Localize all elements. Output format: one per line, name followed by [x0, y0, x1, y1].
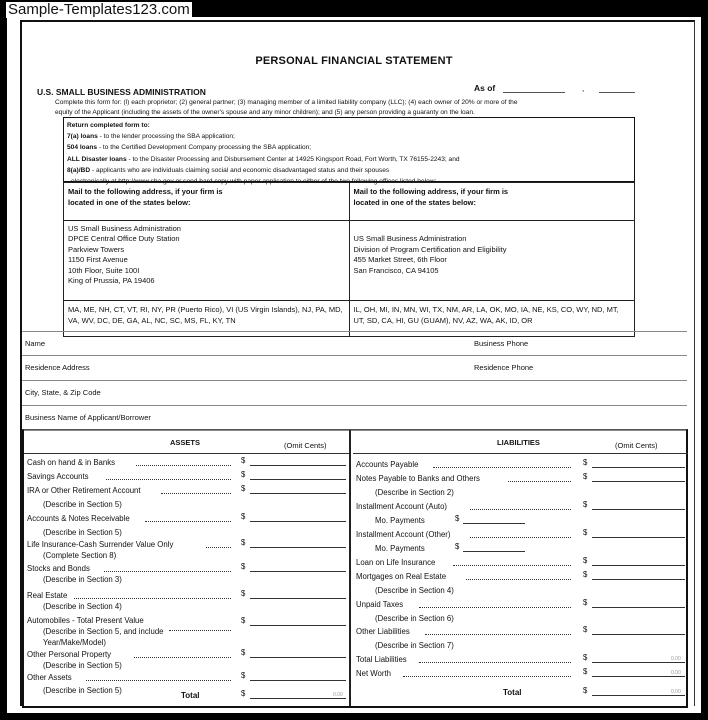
liability-other-field[interactable]: [592, 634, 685, 635]
as-of-label: As of: [474, 83, 496, 93]
item-note: Year/Make/Model): [43, 638, 106, 647]
item-note: Mo. Payments: [375, 544, 425, 553]
item-label: Mortgages on Real Estate: [356, 572, 447, 581]
dot-leader: [136, 465, 231, 466]
dot-leader: [104, 571, 231, 572]
office-address-west: US Small Business Administration Division of Program Certification and Eligibility 455 Market Street, 6th Floor San Francisco, CA 94105: [349, 221, 635, 301]
dollar-sign: $: [583, 625, 588, 634]
liabilities-total-label: Total: [503, 688, 522, 697]
dollar-sign: $: [583, 556, 588, 565]
liability-auto-mo-payments-field[interactable]: [463, 523, 525, 524]
dot-leader: [425, 634, 571, 635]
return-line: 8(a)/BD - applicants who are individuals claiming social and economic disadvantaged status and their spouses: [67, 166, 390, 174]
dot-leader: [453, 565, 571, 566]
residence-address-row[interactable]: [22, 356, 687, 381]
liabilities-total-value: 0.00: [671, 689, 681, 695]
item-label: Loan on Life Insurance: [356, 558, 436, 567]
residence-phone-label: Residence Phone: [474, 363, 534, 372]
asset-label: Automobiles - Total Present Value: [27, 616, 144, 625]
form-page: [7, 17, 701, 713]
dollar-sign: $: [241, 470, 246, 479]
business-name-row[interactable]: [22, 406, 687, 431]
item-label: Net Worth: [356, 669, 391, 678]
dot-leader: [206, 547, 231, 548]
item-label: Installment Account (Other): [356, 530, 451, 539]
name-row[interactable]: [22, 331, 687, 356]
item-note: (Describe in Section 4): [43, 602, 122, 611]
assets-total-field[interactable]: [250, 698, 346, 699]
business-name-label: Business Name of Applicant/Borrower: [25, 413, 151, 422]
asset-cash-field[interactable]: [250, 465, 346, 466]
asset-label: Other Personal Property: [27, 650, 112, 659]
asset-personal-property-field[interactable]: [250, 657, 346, 658]
item-note: (Describe in Section 5): [43, 686, 122, 695]
city-state-zip-label: City, State, & Zip Code: [25, 388, 101, 397]
office-address-east: US Small Business Administration DPCE Central Office Duty Station Parkview Towers 1150 First Avenue 10th Floor, Suite 100I King of Prussia, PA 19406: [64, 221, 350, 301]
item-note: (Complete Section 8): [43, 551, 117, 560]
liability-accounts-payable-field[interactable]: [592, 467, 685, 468]
as-of-date-field[interactable]: [503, 92, 565, 93]
assets-header: [24, 430, 349, 454]
dot-leader: [470, 509, 571, 510]
asset-label: Other Assets: [27, 673, 72, 682]
dollar-sign: $: [241, 562, 246, 571]
dollar-sign: $: [241, 589, 246, 598]
item-label: Other Liabilities: [356, 627, 410, 636]
as-of-separator: ,: [582, 84, 585, 93]
liability-net-worth-field[interactable]: [592, 676, 685, 677]
asset-label: Real Estate: [27, 591, 68, 600]
item-note: (Describe in Section 5): [43, 528, 122, 537]
asset-label: IRA or Other Retirement Account: [27, 486, 141, 495]
asset-real-estate-field[interactable]: [250, 598, 346, 599]
name-label: Name: [25, 339, 46, 348]
office-states-west: IL, OH, MI, IN, MN, WI, TX, NM, AR, LA, OK, MO, IA, NE, KS, CO, WY, ND, MT, UT, SD, CA, HI, GU (GUAM), NV, AZ, WA, AK, ID, OR: [349, 301, 635, 337]
assets-omit-cents: (Omit Cents): [284, 441, 327, 450]
item-note: Mo. Payments: [375, 516, 425, 525]
dot-leader: [134, 657, 231, 658]
page-title: PERSONAL FINANCIAL STATEMENT: [255, 55, 453, 67]
item-note: (Describe in Section 5): [43, 500, 122, 509]
item-note: (Describe in Section 3): [43, 575, 122, 584]
dot-leader: [466, 579, 571, 580]
office-heading-east: Mail to the following address, if your firm is located in one of the states below:: [64, 183, 350, 221]
dollar-sign: $: [583, 598, 588, 607]
dot-leader: [106, 479, 231, 480]
return-instructions-box: Return completed form to: 7(a) loans - to the lender processing the SBA application; 504 loans - to the Certified Development Company processing the SBA application; ALL Disaster loans - to the Disaster Processing and Disbursement Center at 14925 Kingsport Road, Fort Worth, TX 76155-2243; and 8(a)/BD - applicants who are individuals claiming social and economic disadvantaged status and their spouses - electronically at http://www.sba.gov or send hard copy with paper application to either of the two following offices listed below:: [63, 117, 635, 182]
item-note: (Describe in Section 4): [375, 586, 454, 595]
liability-notes-payable-field[interactable]: [592, 481, 685, 482]
liability-total-liabilities-field[interactable]: [592, 662, 685, 663]
item-label: Installment Account (Auto): [356, 502, 448, 511]
dot-leader: [433, 467, 571, 468]
return-line: - electronically at http://www.sba.gov or send hard copy with paper application to either of the two following offices listed below:: [67, 178, 437, 186]
liabilities-header: [353, 430, 688, 454]
agency-name: U.S. SMALL BUSINESS ADMINISTRATION: [37, 87, 206, 97]
asset-ira-field[interactable]: [250, 493, 346, 494]
dollar-sign: $: [241, 456, 246, 465]
dollar-sign: $: [241, 671, 246, 680]
asset-label: Stocks and Bonds: [27, 564, 90, 573]
asset-automobiles-field[interactable]: [250, 625, 346, 626]
asset-other-assets-field[interactable]: [250, 680, 346, 681]
assets-total-label: Total: [181, 691, 200, 700]
liabilities-omit-cents: (Omit Cents): [615, 441, 658, 450]
return-line: 7(a) loans - to the lender processing the SBA application;: [67, 133, 235, 141]
dollar-sign: $: [583, 528, 588, 537]
dollar-sign: $: [583, 472, 588, 481]
asset-life-insurance-field[interactable]: [250, 547, 346, 548]
dollar-sign: $: [241, 616, 246, 625]
dollar-sign: $: [583, 500, 588, 509]
assets-total-value: 0.00: [333, 692, 343, 698]
liability-mortgages-field[interactable]: [592, 579, 685, 580]
dollar-sign: $: [455, 514, 460, 523]
item-note: (Describe in Section 2): [375, 488, 454, 497]
dollar-sign: $: [241, 648, 246, 657]
dot-leader: [419, 662, 571, 663]
dollar-sign: $: [583, 667, 588, 676]
dot-leader: [161, 493, 231, 494]
as-of-year-field[interactable]: [599, 92, 635, 93]
asset-label: Cash on hand & in Banks: [27, 458, 115, 467]
office-address-table: [63, 182, 635, 337]
liability-other-mo-payments-field[interactable]: [463, 551, 525, 552]
liability-unpaid-taxes-field[interactable]: [592, 607, 685, 608]
dot-leader: [74, 598, 231, 599]
asset-stocks-field[interactable]: [250, 571, 346, 572]
asset-label: Life Insurance-Cash Surrender Value Only: [27, 540, 174, 549]
dollar-sign: $: [241, 538, 246, 547]
item-note: (Describe in Section 6): [375, 614, 454, 623]
item-label: Total Liabilities: [356, 655, 407, 664]
item-label: Accounts Payable: [356, 460, 419, 469]
dot-leader: [470, 537, 571, 538]
dollar-sign: $: [455, 542, 460, 551]
item-note: (Describe in Section 5, and include: [43, 627, 164, 636]
office-heading-west: Mail to the following address, if your firm is located in one of the states below:: [349, 183, 635, 221]
asset-receivable-field[interactable]: [250, 521, 346, 522]
dot-leader: [508, 481, 571, 482]
dot-leader: [419, 607, 571, 608]
liabilities-heading: LIABILITIES: [497, 438, 540, 447]
dot-leader: [403, 676, 571, 677]
dollar-sign: $: [583, 653, 588, 662]
liability-installment-other-field[interactable]: [592, 537, 685, 538]
dot-leader: [86, 680, 231, 681]
liability-installment-auto-field[interactable]: [592, 509, 685, 510]
return-line: 504 loans - to the Certified Development Company processing the SBA application;: [67, 144, 312, 152]
return-line: ALL Disaster loans - to the Disaster Processing and Disbursement Center at 14925 Kingsport Road, Fort Worth, TX 76155-2243; and: [67, 155, 460, 163]
office-states-east: MA, ME, NH, CT, VT, RI, NY, PR (Puerto Rico), VI (US Virgin Islands), NJ, PA, MD, VA, WV, DC, DE, GA, AL, NC, SC, MS, FL, KY, TN: [64, 301, 350, 337]
assets-heading: ASSETS: [170, 438, 201, 447]
personal-info-section: [22, 331, 687, 431]
city-state-zip-row[interactable]: [22, 381, 687, 406]
item-label: Unpaid Taxes: [356, 600, 404, 609]
dollar-sign: $: [241, 689, 246, 698]
dollar-sign: $: [241, 484, 246, 493]
asset-label: Accounts & Notes Receivable: [27, 514, 130, 523]
dollar-sign: $: [583, 686, 588, 695]
dollar-sign: $: [583, 570, 588, 579]
dollar-sign: $: [583, 458, 588, 467]
asset-savings-field[interactable]: [250, 479, 346, 480]
assets-column: [24, 430, 351, 706]
watermark: Sample-Templates123.com: [8, 1, 190, 18]
liabilities-total-field[interactable]: [592, 695, 685, 696]
item-label: Notes Payable to Banks and Others: [356, 474, 480, 483]
intro-text: Complete this form for: (l) each proprietor; (2) general partner; (3) managing member of a limited liability company (LLC); (4) each owner of 20% or more of the equity of the Applicant (including the assets of the owner's spouse and any minor children); and (5) any person providing a guaranty on the loan.: [55, 99, 518, 116]
item-note: (Describe in Section 5): [43, 661, 122, 670]
residence-address-label: Residence Address: [25, 363, 90, 372]
financial-table: [22, 429, 688, 708]
liability-life-insurance-loan-field[interactable]: [592, 565, 685, 566]
dot-leader: [145, 521, 231, 522]
dot-leader: [169, 630, 231, 631]
item-note: (Describe in Section 7): [375, 641, 454, 650]
liabilities-column: LIABILITIES (Omit Cents) Accounts Payable $ Notes Payable to Banks and Others $ (Describe in Section 2) Installment Account (Auto) $ Mo. Payments $ Installment Account (Other) $ Mo. Payments $ Loan on Life Insurance $ Mortgages on Real Estate $ (Describe in Section 4) Unpaid Taxes $ (Describe in Section 6) Other Liabilities $ (Describe in Section 7) Total Liabilities $ 0.00 Net Worth $ 0.00 Total $ 0.00: [353, 430, 688, 706]
asset-label: Savings Accounts: [27, 472, 89, 481]
business-phone-label: Business Phone: [474, 339, 529, 348]
dollar-sign: $: [241, 512, 246, 521]
